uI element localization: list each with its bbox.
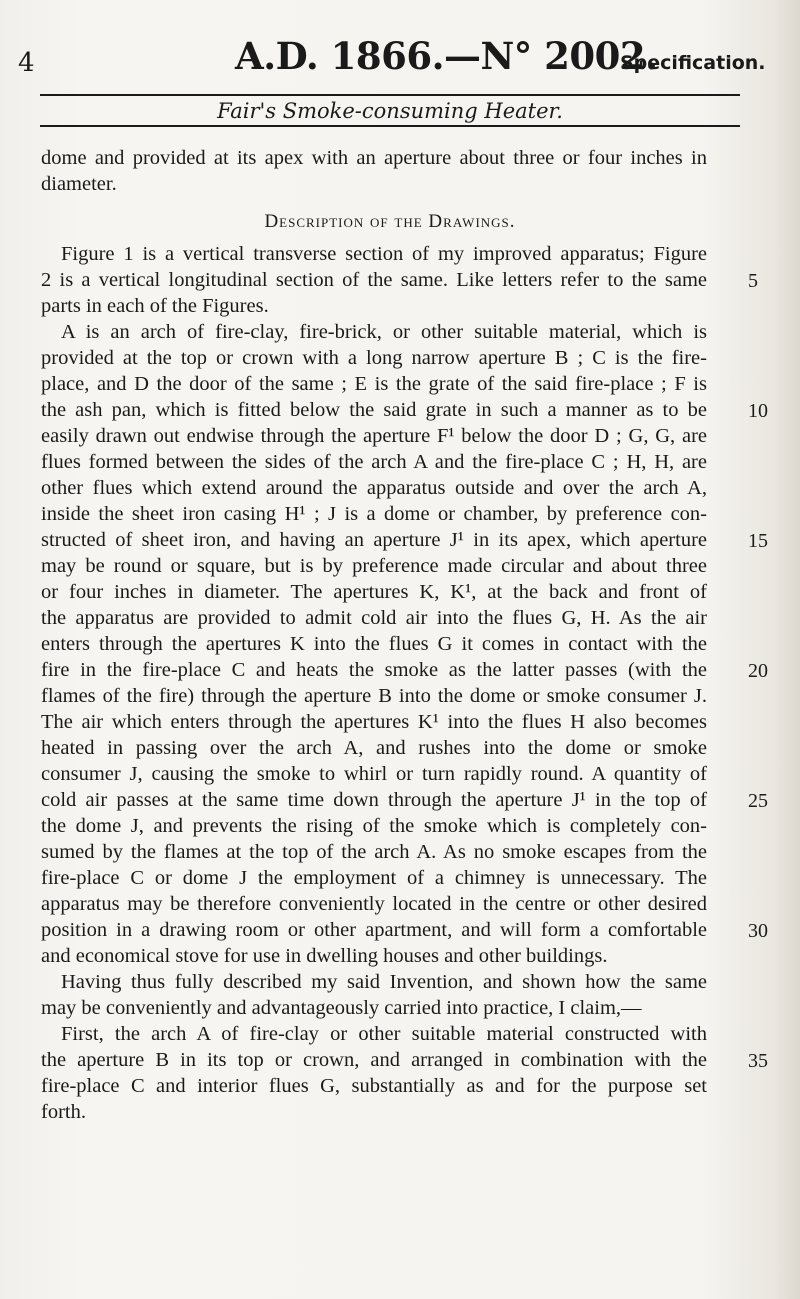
header-rule-bottom [40,125,740,127]
text-line: may be round or square, but is by preference made circular and about three [41,555,707,577]
line-number: 10 [748,400,768,422]
text-line: the ash pan, which is fitted below the said grate in such a manner as to be [41,399,707,421]
text-line: provided at the top or crown with a long narrow aperture B ; C is the fire- [41,347,707,369]
header-title: A.D. 1866.—N° 2002. [235,34,658,78]
page-subtitle: Fair's Smoke-consuming Heater. [217,99,563,123]
line-number: 15 [748,530,768,552]
text-line: dome and provided at its apex with an aperture about three or four inches in [41,147,707,169]
text-line: Having thus fully described my said Invention, and shown how the same [61,971,707,993]
text-line: forth. [41,1101,86,1123]
text-line: the aperture B in its top or crown, and arranged in combination with the [41,1049,707,1071]
text-line: the dome J, and prevents the rising of the smoke which is completely con- [41,815,707,837]
text-line: may be conveniently and advantageously carried into practice, I claim,— [41,997,642,1019]
text-line: parts in each of the Figures. [41,295,269,317]
text-line: The air which enters through the apertures K¹ into the flues H also becomes [41,711,707,733]
text-line: or four inches in diameter. The apertures K, K¹, at the back and front of [41,581,707,603]
text-line: diameter. [41,173,117,195]
text-line: 2 is a vertical longitudinal section of the same. Like letters refer to the same [41,269,707,291]
text-line: and economical stove for use in dwelling houses and other buildings. [41,945,608,967]
text-line: A is an arch of fire-clay, fire-brick, or other suitable material, which is [61,321,707,343]
text-line: structed of sheet iron, and having an aperture J¹ in its apex, which aperture [41,529,707,551]
text-line: fire in the fire-place C and heats the smoke as the latter passes (with the [41,659,707,681]
line-number: 20 [748,660,768,682]
text-line: heated in passing over the arch A, and rushes into the dome or smoke [41,737,707,759]
text-line: consumer J, causing the smoke to whirl or turn rapidly round. A quantity of [41,763,707,785]
line-number: 25 [748,790,768,812]
text-line: the apparatus are provided to admit cold air into the flues G, H. As the air [41,607,707,629]
text-line: flames of the fire) through the aperture B into the dome or smoke consumer J. [41,685,707,707]
header-rule-top [40,94,740,96]
text-line: fire-place C or dome J the employment of a chimney is unnecessary. The [41,867,707,889]
header-label: Specification. [620,52,766,74]
page-number: 4 [18,48,35,78]
text-line: other flues which extend around the apparatus outside and over the arch A, [41,477,707,499]
line-number: 5 [748,270,758,292]
text-line: cold air passes at the same time down through the aperture J¹ in the top of [41,789,707,811]
text-line: position in a drawing room or other apartment, and will form a comfortable [41,919,707,941]
text-line: sumed by the flames at the top of the arch A. As no smoke escapes from the [41,841,707,863]
text-line: First, the arch A of fire-clay or other suitable material constructed with [61,1023,707,1045]
line-number: 35 [748,1050,768,1072]
text-line: easily drawn out endwise through the aperture F¹ below the door D ; G, G, are [41,425,707,447]
line-number: 30 [748,920,768,942]
text-line: apparatus may be therefore conveniently located in the centre or other desired [41,893,707,915]
text-line: inside the sheet iron casing H¹ ; J is a dome or chamber, by preference con- [41,503,707,525]
text-line: place, and D the door of the same ; E is the grate of the said fire-place ; F is [41,373,707,395]
section-heading: Description of the Drawings. [264,211,516,232]
text-line: enters through the apertures K into the flues G it comes in contact with the [41,633,707,655]
text-line: flues formed between the sides of the arch A and the fire-place C ; H, H, are [41,451,707,473]
text-line: fire-place C and interior flues G, substantially as and for the purpose set [41,1075,707,1097]
text-line: Figure 1 is a vertical transverse section of my improved apparatus; Figure [61,243,707,265]
